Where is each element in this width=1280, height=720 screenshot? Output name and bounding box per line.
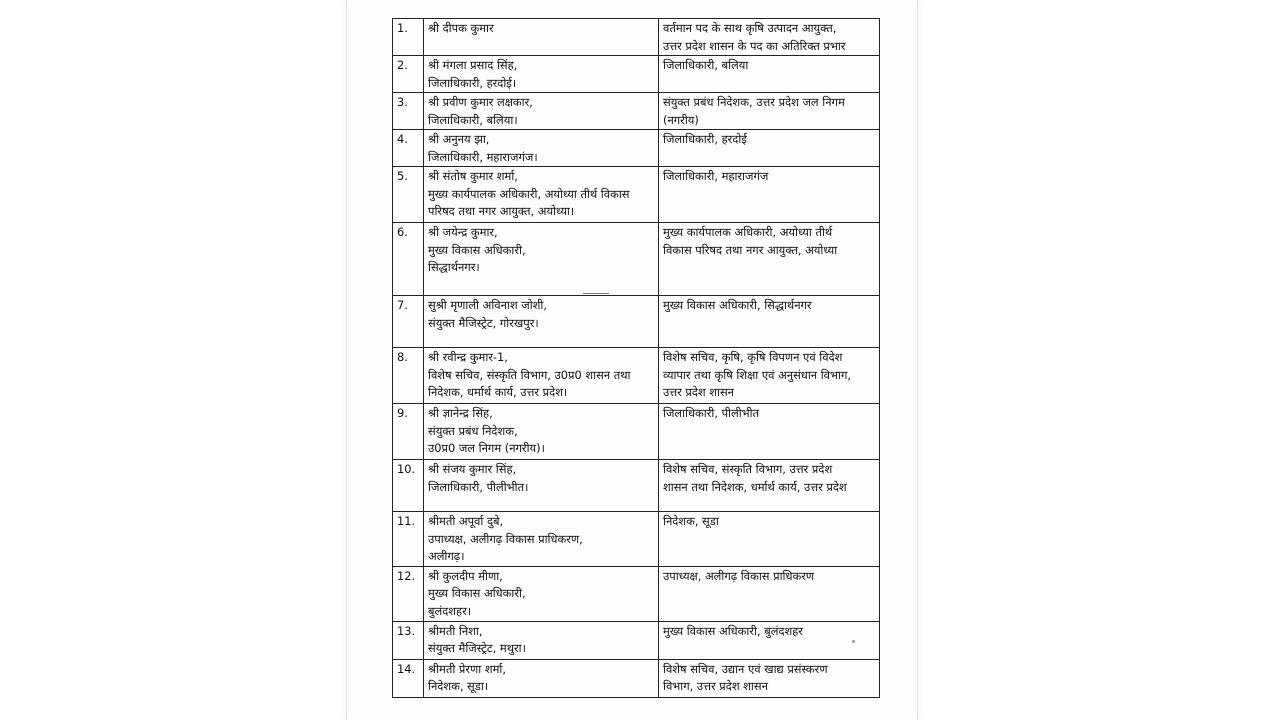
table-row (393, 130, 880, 167)
serial-number-cell: 7. (393, 296, 424, 348)
transfer-table (392, 18, 880, 698)
officer-text-line: उ0प्र0 जल निगम (नगरीय)। (428, 441, 545, 455)
officer-current-post-cell (424, 19, 659, 56)
table-row (393, 93, 880, 130)
officer-current-post-cell (424, 404, 659, 460)
new-post-text-line: विकास परिषद तथा नगर आयुक्त, अयोध्या (663, 242, 838, 257)
new-post-cell (659, 566, 880, 621)
officer-current-post-cell (424, 167, 659, 223)
officer-text-line: श्री संतोष कुमार शर्मा, (428, 169, 518, 183)
serial-number-cell: 12. (393, 566, 424, 621)
officer-current-post-cell (424, 130, 659, 167)
serial-number-cell: 4. (393, 130, 424, 167)
officer-text-line: अलीगढ़। (428, 549, 465, 563)
officer-current-post-cell (424, 348, 659, 404)
transfer-table-body (393, 19, 880, 698)
new-post-text-line: वर्तमान पद के साथ कृषि उत्पादन आयुक्त, (663, 21, 837, 35)
serial-number-cell: 11. (393, 512, 424, 567)
serial-number-cell: 8. (393, 348, 424, 404)
table-row (393, 296, 880, 348)
officer-text-line: विशेष सचिव, संस्कृति विभाग, उ0प्र0 शासन तथा (428, 367, 631, 382)
officer-text-line: संयुक्त मैजिस्ट्रेट, गोरखपुर। (428, 315, 539, 330)
new-post-cell (659, 621, 880, 659)
new-post-cell (659, 223, 880, 296)
table-row (393, 19, 880, 56)
serial-number-cell: 6. (393, 223, 424, 296)
officer-text-line: जिलाधिकारी, महाराजगंज। (428, 149, 538, 164)
new-post-cell (659, 460, 880, 512)
serial-number-cell: 9. (393, 404, 424, 460)
new-post-text-line: विभाग, उत्तर प्रदेश शासन (663, 679, 768, 693)
new-post-text-line: व्यापार तथा कृषि शिक्षा एवं अनुसंधान विभाग, (663, 367, 851, 382)
officer-current-post-cell (424, 296, 659, 348)
officer-text-line: श्री दीपक कुमार (428, 21, 494, 35)
new-post-text-line: जिलाधिकारी, महाराजगंज (663, 169, 769, 183)
table-row (393, 56, 880, 93)
new-post-cell (659, 512, 880, 567)
officer-text-line: मुख्य विकास अधिकारी, (428, 242, 526, 257)
new-post-cell (659, 296, 880, 348)
new-post-cell (659, 130, 880, 167)
table-row (393, 167, 880, 223)
officer-text-line: जिलाधिकारी, पीलीभीत। (428, 479, 529, 494)
stray-pen-mark (583, 293, 609, 294)
officer-text-line: मुख्य विकास अधिकारी, (428, 586, 526, 600)
officer-current-post-cell (424, 512, 659, 567)
new-post-text-line: विशेष सचिव, कृषि, कृषि विपणन एवं विदेश (663, 350, 843, 364)
officer-current-post-cell (424, 56, 659, 93)
table-row (393, 223, 880, 296)
officer-text-line: श्रीमती निशा, (428, 623, 483, 638)
officer-text-line: सिद्धार्थनगर। (428, 260, 480, 274)
new-post-text-line: विशेष सचिव, संस्कृति विभाग, उत्तर प्रदेश (663, 462, 833, 476)
officer-text-line: संयुक्त मैजिस्ट्रेट, मथुरा। (428, 641, 526, 655)
new-post-text-line: उत्तर प्रदेश शासन (663, 385, 735, 399)
officer-text-line: श्री कुलदीप मीणा, (428, 568, 503, 583)
new-post-cell (659, 348, 880, 404)
officer-text-line: संयुक्त प्रबंध निदेशक, (428, 423, 518, 438)
new-post-cell (659, 404, 880, 460)
officer-text-line: जिलाधिकारी, हरदोई। (428, 75, 517, 90)
officer-text-line: श्री प्रवीण कुमार लक्षकार, (428, 95, 533, 109)
officer-current-post-cell (424, 93, 659, 130)
officer-text-line: श्री अनुनय झा, (428, 132, 490, 146)
table-row (393, 404, 880, 460)
officer-text-line: परिषद तथा नगर आयुक्त, अयोध्या। (428, 204, 575, 218)
table-row (393, 512, 880, 567)
new-post-text-line: जिलाधिकारी, हरदोई (663, 132, 747, 146)
table-row (393, 621, 880, 659)
stray-dot (852, 640, 855, 643)
officer-text-line: श्रीमती अपूर्वा दुबे, (428, 514, 504, 528)
officer-text-line: श्री ज्ञानेन्द्र सिंह, (428, 406, 493, 420)
new-post-text-line: उत्तर प्रदेश शासन के पद का अतिरिक्त प्रभार (663, 38, 846, 53)
officer-text-line: श्री जयेन्द्र कुमार, (428, 225, 498, 239)
new-post-text-line: शासन तथा निदेशक, धर्मार्थ कार्य, उत्तर प्रदेश (663, 479, 847, 494)
officer-current-post-cell (424, 460, 659, 512)
serial-number-cell: 3. (393, 93, 424, 130)
new-post-cell (659, 56, 880, 93)
officer-text-line: श्री मंगला प्रसाद सिंह, (428, 58, 518, 72)
new-post-text-line: जिलाधिकारी, पीलीभीत (663, 406, 760, 420)
new-post-text-line: उपाध्यक्ष, अलीगढ़ विकास प्राधिकरण (663, 568, 815, 583)
officer-current-post-cell (424, 621, 659, 659)
officer-text-line: श्री संजय कुमार सिंह, (428, 462, 517, 476)
table-row (393, 659, 880, 697)
serial-number-cell: 5. (393, 167, 424, 223)
new-post-cell (659, 93, 880, 130)
new-post-text-line: मुख्य विकास अधिकारी, बुलंदशहर (663, 623, 803, 638)
officer-text-line: सुश्री मृणाली अविनाश जोशी, (428, 298, 547, 312)
serial-number-cell: 14. (393, 659, 424, 697)
new-post-text-line: विशेष सचिव, उद्यान एवं खाद्य प्रसंस्करण (663, 661, 828, 676)
officer-text-line: उपाध्यक्ष, अलीगढ़ विकास प्राधिकरण, (428, 531, 583, 546)
officer-text-line: जिलाधिकारी, बलिया। (428, 112, 518, 127)
serial-number-cell: 1. (393, 19, 424, 56)
officer-text-line: निदेशक, धर्मार्थ कार्य, उत्तर प्रदेश। (428, 385, 568, 399)
officer-text-line: मुख्य कार्यपालक अधिकारी, अयोध्या तीर्थ विकास (428, 186, 630, 201)
table-row (393, 460, 880, 512)
new-post-cell (659, 659, 880, 697)
officer-text-line: बुलंदशहर। (428, 603, 472, 618)
table-row (393, 566, 880, 621)
serial-number-cell: 13. (393, 621, 424, 659)
new-post-text-line: निदेशक, सूडा (663, 514, 719, 528)
new-post-text-line: (नगरीय) (663, 112, 699, 127)
officer-text-line: श्री रवीन्द्र कुमार-1, (428, 350, 508, 364)
officer-current-post-cell (424, 223, 659, 296)
new-post-text-line: जिलाधिकारी, बलिया (663, 58, 749, 72)
table-row (393, 348, 880, 404)
new-post-cell (659, 167, 880, 223)
serial-number-cell: 10. (393, 460, 424, 512)
officer-current-post-cell (424, 659, 659, 697)
officer-text-line: श्रीमती प्रेरणा शर्मा, (428, 661, 506, 676)
serial-number-cell: 2. (393, 56, 424, 93)
new-post-cell (659, 19, 880, 56)
new-post-text-line: संयुक्त प्रबंध निदेशक, उत्तर प्रदेश जल निगम (663, 95, 845, 109)
new-post-text-line: मुख्य विकास अधिकारी, सिद्धार्थनगर (663, 298, 812, 312)
officer-text-line: निदेशक, सूडा। (428, 679, 489, 693)
new-post-text-line: मुख्य कार्यपालक अधिकारी, अयोध्या तीर्थ (663, 225, 833, 239)
officer-current-post-cell (424, 566, 659, 621)
